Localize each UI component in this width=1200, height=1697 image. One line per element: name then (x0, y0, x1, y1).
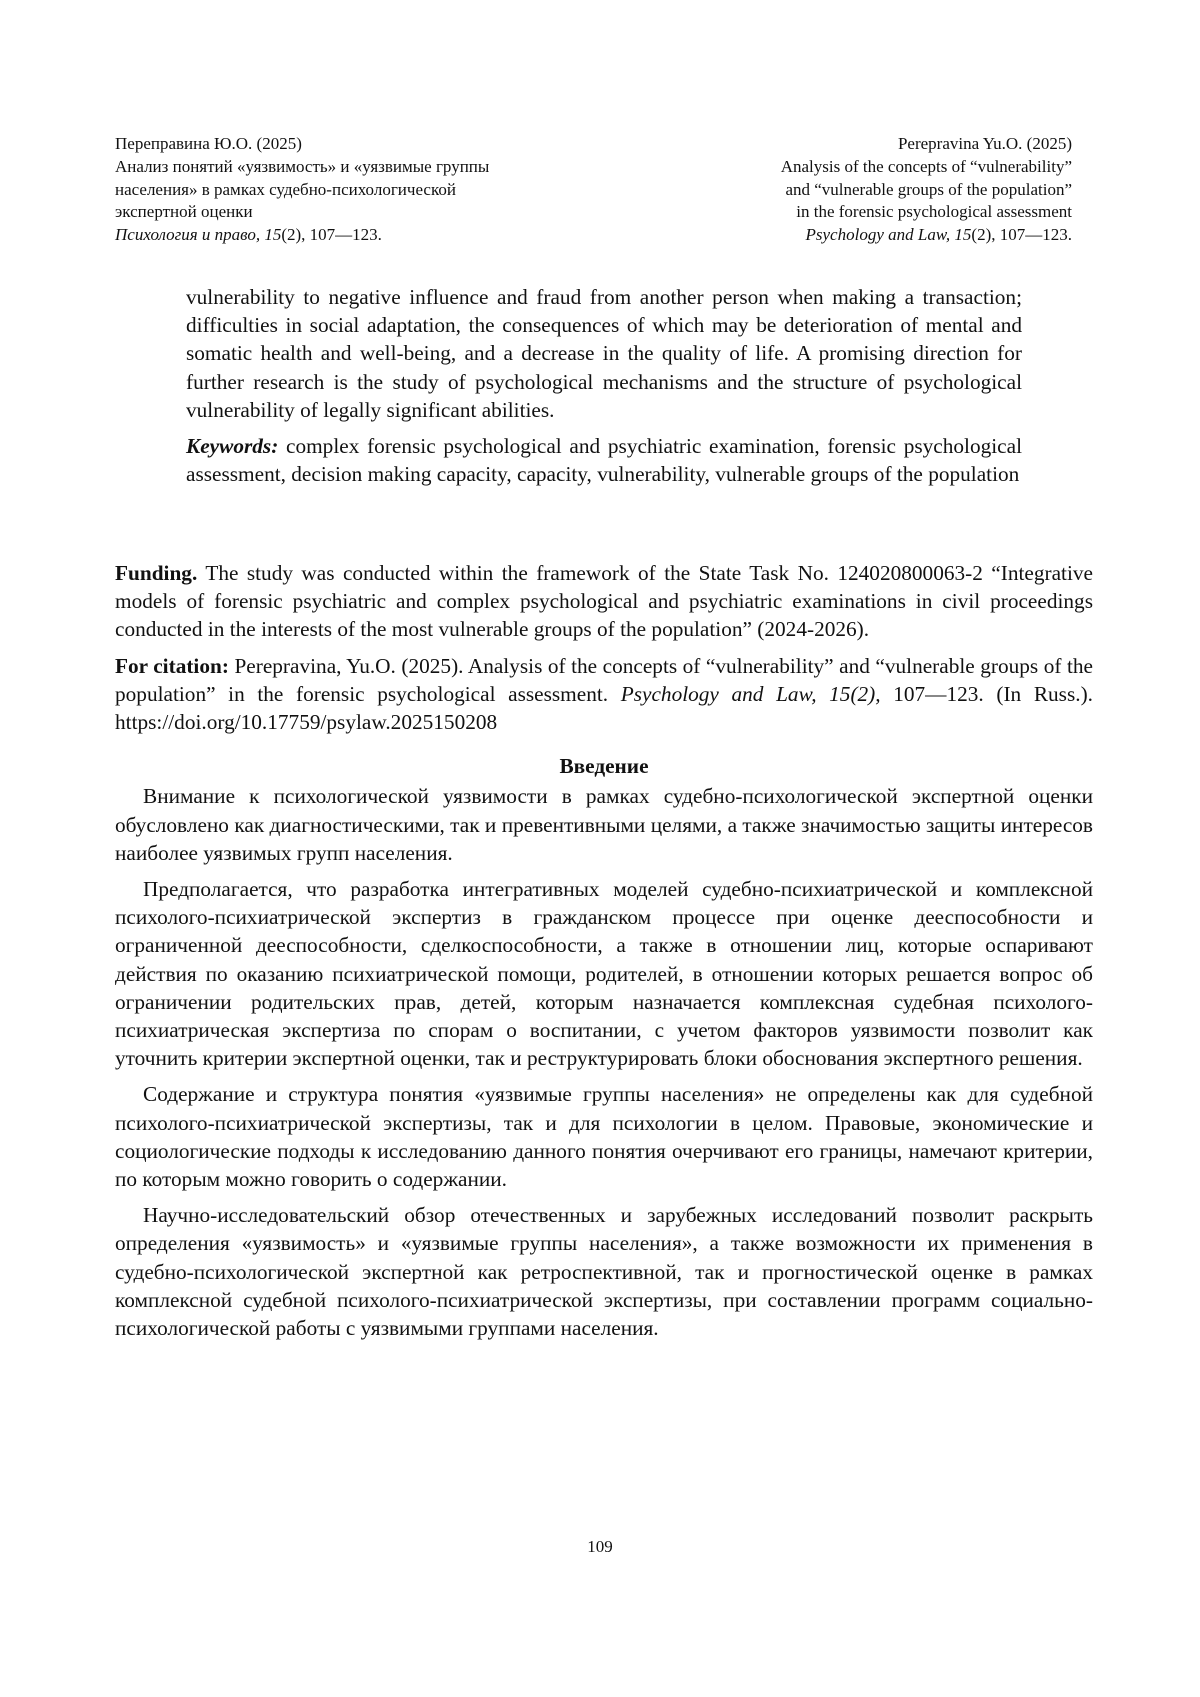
header-en-title-line: and “vulnerable groups of the population” (785, 179, 1072, 199)
header-ru-title-line: экспертной оценки (115, 202, 253, 222)
header-ru-author: Переправина Ю.О. (2025) (115, 134, 302, 153)
citation-issue: (2), (850, 681, 881, 706)
citation-text: Perepravina, Yu.O. (2025). Analysis of the concepts of “vulnerability” and “vulnerable groups of the population” in the forensic psychological assessment. (115, 653, 1093, 706)
section-heading: Введение (559, 754, 649, 779)
intro-paragraph: Предполагается, что разработка интегративных моделей судебно-психиатрической и комплексной психолого-психиатрической экспертиз в гражданском процессе при оценке дееспособности и ограниченной дееспособности, сделкоспособности, а также в отношении лиц, которые оспаривают действия по оказанию психиатрической помощи, родителей, в отношении которых решается вопрос об ограничении родительских прав, детей, которым назначается комплексная судебная психолого-психиатрическая экспертиза по спорам о воспитании, с учетом факторов уязвимости позволит как уточнить критерии экспертной оценки, так и реструктурировать блоки обоснования экспертного решения. (115, 877, 1093, 1071)
citation-tail: 107—123. (In Russ.). https://doi.org/10.17759/psylaw.2025150208 (115, 681, 1093, 735)
keywords-label: Keywords: (186, 434, 279, 459)
page-number: 109 (587, 1537, 613, 1556)
keywords-text: complex forensic psychological and psychiatric examination, forensic psychological assessment, decision making capacity, capacity, vulnerability, vulnerable groups of the population (186, 434, 1022, 487)
header-en-title-line: in the forensic psychological assessment (796, 202, 1072, 222)
intro-paragraph: Содержание и структура понятия «уязвимые группы населения» не определены как для судебной психолого-психиатрической экспертизы, так и для психологии в целом. Правовые, экономические и социологические подходы к исследованию данного понятия очерчивают его границы, намечают критерии, по которым можно говорить о содержании. (115, 1082, 1093, 1192)
funding-paragraph (115, 559, 1093, 644)
funding-label: Funding. (115, 561, 198, 585)
citation-paragraph (115, 652, 1093, 737)
abstract-block (186, 283, 1022, 488)
header-en-journal: Psychology and Law, 15(2), 107—123. (805, 225, 1072, 245)
citation-label: For citation: (115, 653, 229, 678)
main-text (115, 559, 1093, 1342)
intro-paragraph: Научно-исследовательский обзор отечественных и зарубежных исследований позволит раскрыть определения «уязвимость» и «уязвимые группы населения», а также возможности их применения в судебно-психологической экспертной как ретроспективной, так и прогностической оценке в рамках комплексной судебной психолого-психиатрической экспертизы, при составлении программ социально-психологической работы с уязвимыми группами населения. (115, 1203, 1093, 1341)
citation-journal: Psychology and Law, 15 (620, 681, 851, 706)
funding-text: The study was conducted within the framework of the State Task No. 124020800063-2 “Integrative models of forensic psychiatric and complex psychological and psychiatric examinations in civil proceedings conducted in the interests of the most vulnerable groups of the population” (2024-2026). (115, 561, 1093, 642)
header-ru-journal: Психология и право, 15(2), 107—123. (115, 225, 382, 245)
intro-paragraph: Внимание к психологической уязвимости в рамках судебно-психологической экспертной оценки обусловлено как диагностическими, так и превентивными целями, а также значимостью защиты интересов наиболее уязвимых групп населения. (115, 784, 1093, 865)
running-header-en (552, 133, 1072, 247)
abstract-text: vulnerability to negative influence and fraud from another person when making a transaction; difficulties in social adaptation, the consequences of which may be deterioration of mental and somatic health and well-being, and a decrease in the quality of life. A promising direction for further research is the study of psychological mechanisms and the structure of psychological vulnerability of legally significant abilities. (186, 285, 1022, 422)
header-ru-title-line: Анализ понятий «уязвимость» и «уязвимые группы (115, 156, 490, 176)
keywords (186, 432, 1022, 488)
header-en-title-line: Analysis of the concepts of “vulnerability” (780, 156, 1072, 176)
header-ru-title-line: населения» в рамках судебно-психологической (115, 179, 456, 199)
header-en-author: Perepravina Yu.O. (2025) (897, 134, 1072, 153)
